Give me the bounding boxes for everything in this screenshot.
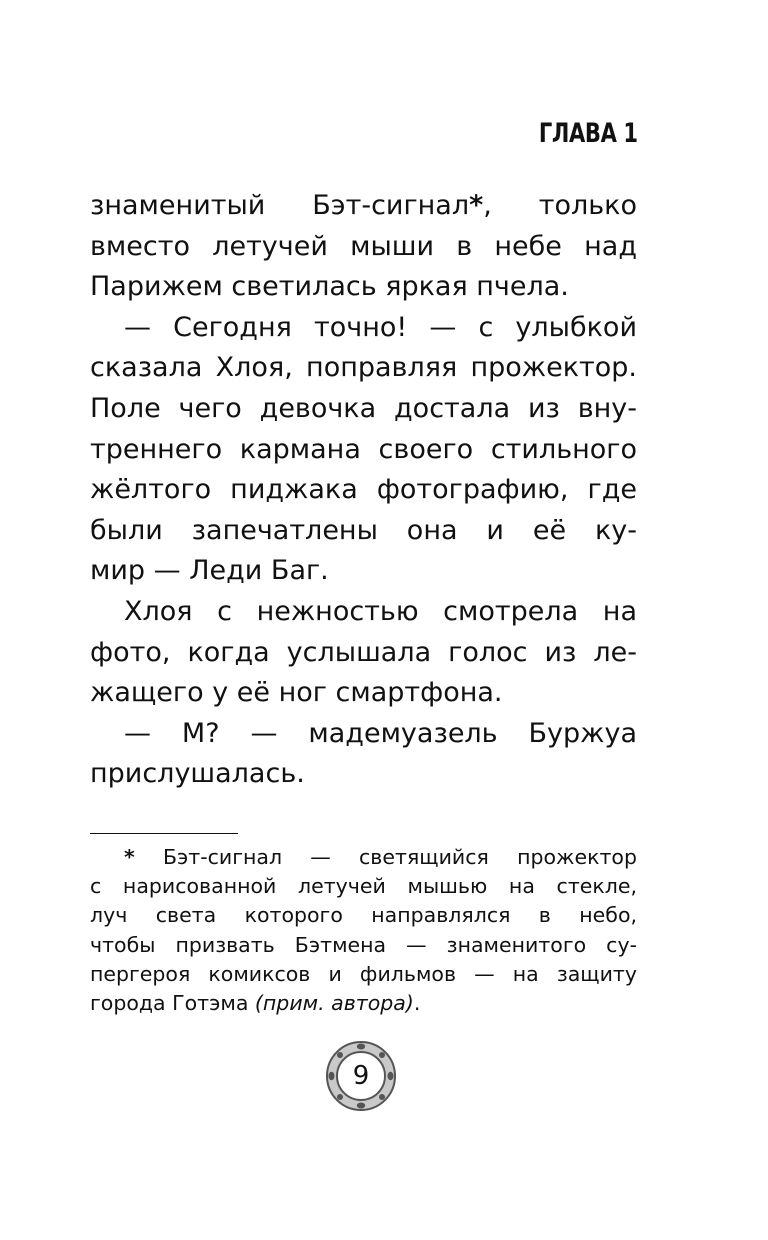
footnote-divider [90, 833, 238, 834]
page-number: 9 [352, 1061, 370, 1091]
paragraph-line: были запечатлены она и её ку- [90, 514, 637, 546]
paragraph-line: сказала Хлоя, поправляя прожектор. [90, 352, 637, 384]
paragraph-line: — Сегодня точно! — с улыбкой [124, 311, 637, 343]
paragraph-line: жащего у её ног смартфона. [90, 677, 503, 709]
footnote-marker: * [469, 190, 484, 221]
paragraph-line: жёлтого пиджака фотографию, где [90, 474, 637, 506]
paragraph-line: — М? — мадемуазель Буржуа [124, 717, 637, 749]
paragraph-line: прислушалась. [90, 758, 305, 790]
paragraph-line: мир — Леди Баг. [90, 555, 329, 587]
paragraph-line: Парижем светилась яркая пчела. [90, 271, 569, 303]
footnote-line: чтобы призвать Бэтмена — знаменитого су- [90, 932, 637, 957]
footnote [90, 843, 637, 1018]
author-note: (прим. автора) [254, 991, 414, 1016]
footnote-line: * Бэт-сигнал — светящийся прожектор [124, 845, 637, 869]
body-text [90, 186, 637, 795]
page-number-badge [325, 1040, 397, 1112]
footnote-line: пергероя комиксов и фильмов — на защиту [90, 961, 637, 986]
paragraph-line: фото, когда услышала голос из ле- [90, 636, 637, 668]
footnote-line: луч света которого направлялся в небо, [90, 903, 637, 928]
footnote-marker: * [124, 845, 135, 869]
footnote-line: с нарисованной летучей мышью на стекле, [90, 874, 637, 899]
chapter-heading: ГЛАВА 1 [539, 118, 638, 149]
paragraph-line: вместо летучей мыши в небе над [90, 230, 637, 262]
paragraph-line: треннего кармана своего стильного [90, 433, 637, 465]
footnote-line: города Готэма (прим. автора). [90, 991, 421, 1016]
paragraph-line: знаменитый Бэт-сигнал*, только [90, 190, 637, 221]
paragraph-line: Поле чего девочка достала из вну- [90, 392, 637, 424]
paragraph-line: Хлоя с нежностью смотрела на [124, 595, 637, 627]
